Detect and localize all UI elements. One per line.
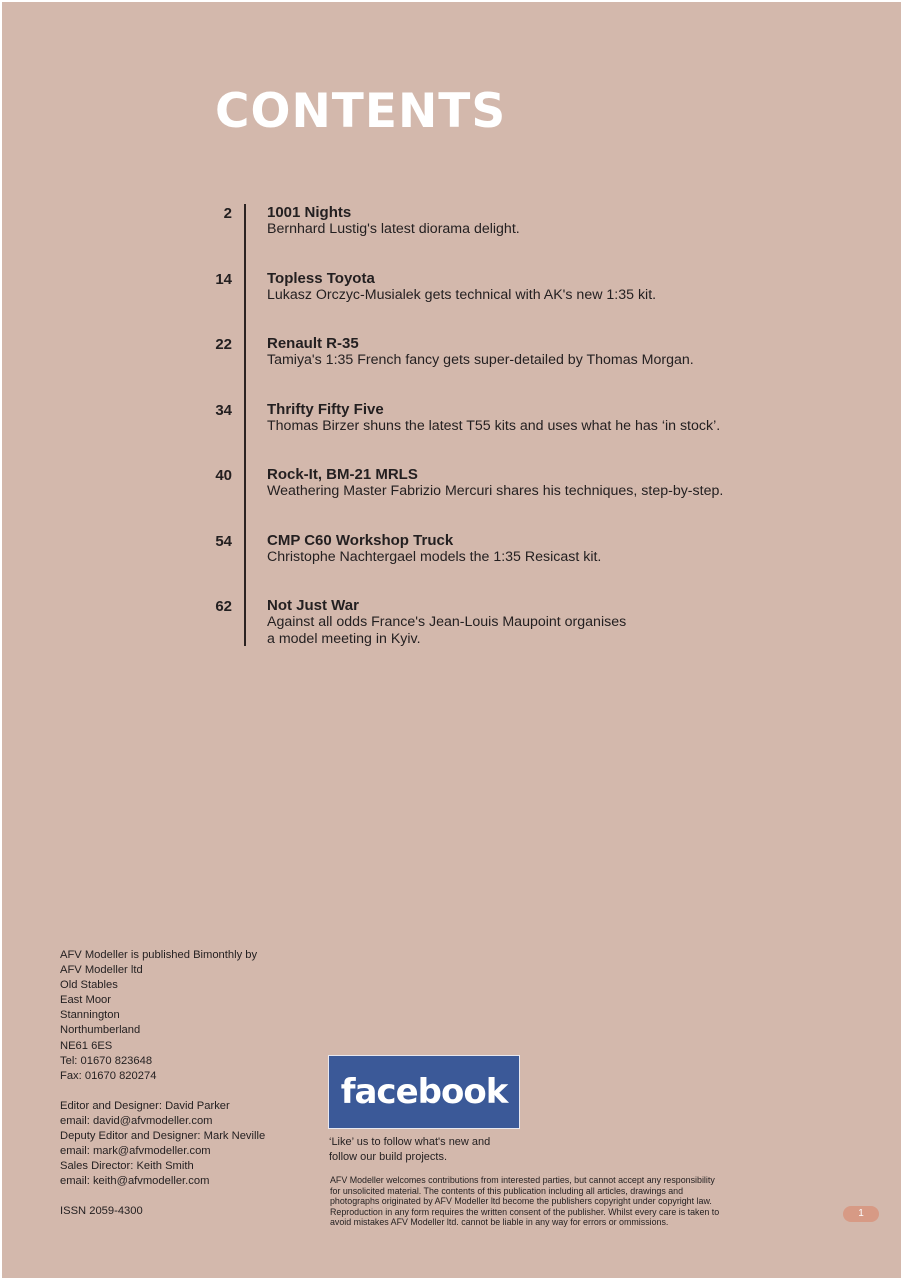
imprint-spacer xyxy=(60,1084,320,1099)
facebook-logo-box[interactable] xyxy=(328,1055,520,1129)
entry-description: Christophe Nachtergael models the 1:35 Resicast kit. xyxy=(267,548,602,565)
entry-title: Thrifty Fifty Five xyxy=(267,400,384,418)
entry-page-number: 40 xyxy=(215,467,232,484)
disclaimer-line: Reproduction in any form requires the written consent of the publisher. Whilst every care is taken to xyxy=(330,1206,720,1217)
contents-entry[interactable] xyxy=(192,597,832,663)
entry-description: Lukasz Orczyc-Musialek gets technical with AK's new 1:35 kit. xyxy=(267,286,657,303)
staff-email: email: mark@afvmodeller.com xyxy=(60,1145,211,1158)
entry-page-number: 62 xyxy=(215,598,232,615)
staff-line: Deputy Editor and Designer: Mark Neville xyxy=(60,1130,266,1143)
entry-title: Topless Toyota xyxy=(267,269,375,287)
contents-entry[interactable] xyxy=(192,204,832,270)
contents-list xyxy=(192,204,832,663)
entry-page-number: 14 xyxy=(215,270,232,288)
contents-entry[interactable] xyxy=(192,532,832,598)
entry-description: Bernhard Lustig's latest diorama delight. xyxy=(267,221,520,237)
facebook-caption xyxy=(329,1135,529,1165)
disclaimer-line: photographs originated by AFV Modeller ltd become the publishers copyright under copyright law. xyxy=(330,1196,712,1207)
imprint-line: NE61 6ES xyxy=(60,1039,113,1052)
imprint-spacer xyxy=(60,1189,320,1204)
entry-description-line: a model meeting in Kyiv. xyxy=(267,630,421,647)
entry-title: CMP C60 Workshop Truck xyxy=(267,531,454,549)
entry-title: Not Just War xyxy=(267,597,359,614)
facebook-caption-line: ‘Like’ us to follow what's new and xyxy=(329,1136,491,1148)
entry-description-line: Against all odds France's Jean-Louis Maupoint organises xyxy=(267,614,627,630)
entry-description: Thomas Birzer shuns the latest T55 kits and uses what he has ‘in stock’. xyxy=(267,417,721,434)
entry-title: 1001 Nights xyxy=(267,204,352,221)
imprint-line: AFV Modeller ltd xyxy=(60,964,143,977)
entry-title: Renault R-35 xyxy=(267,335,359,352)
imprint-phone: Tel: 01670 823648 xyxy=(60,1054,153,1067)
issn-number: ISSN 2059-4300 xyxy=(60,1205,143,1218)
legal-disclaimer xyxy=(330,1175,815,1228)
entry-page-number: 2 xyxy=(223,205,232,222)
imprint-fax: Fax: 01670 820274 xyxy=(60,1069,157,1082)
imprint-line: AFV Modeller is published Bimonthly by xyxy=(60,949,258,961)
facebook-caption-line: follow our build projects. xyxy=(329,1151,448,1163)
contents-entry[interactable] xyxy=(192,335,832,401)
entry-description: Weathering Master Fabrizio Mercuri shares his techniques, step-by-step. xyxy=(267,483,724,499)
magazine-page xyxy=(2,2,901,1278)
entry-description xyxy=(267,614,827,647)
publisher-imprint xyxy=(60,948,320,1220)
entry-page-number: 34 xyxy=(215,401,232,419)
imprint-line: Old Stables xyxy=(60,979,118,992)
staff-line: Editor and Designer: David Parker xyxy=(60,1099,230,1112)
contents-entry[interactable] xyxy=(192,466,832,532)
entry-description: Tamiya's 1:35 French fancy gets super-detailed by Thomas Morgan. xyxy=(267,352,694,368)
disclaimer-line: AFV Modeller welcomes contributions from interested parties, but cannot accept any responsibility xyxy=(330,1175,715,1185)
page-title: CONTENTS xyxy=(215,84,507,139)
entry-page-number: 54 xyxy=(215,532,232,550)
disclaimer-line: for unsolicited material. The contents of this publication including all articles, drawings and xyxy=(330,1185,684,1196)
disclaimer-line: avoid mistakes AFV Modeller ltd. cannot be liable in any way for errors or ommissions. xyxy=(330,1217,669,1228)
staff-email: email: david@afvmodeller.com xyxy=(60,1114,213,1127)
imprint-line: Northumberland xyxy=(60,1024,141,1037)
imprint-line: Stannington xyxy=(60,1009,120,1022)
entry-title: Rock-It, BM-21 MRLS xyxy=(267,466,418,483)
page-number-badge: 1 xyxy=(843,1206,879,1222)
imprint-line: East Moor xyxy=(60,994,111,1007)
staff-email: email: keith@afvmodeller.com xyxy=(60,1175,210,1188)
staff-line: Sales Director: Keith Smith xyxy=(60,1160,194,1173)
contents-entry[interactable] xyxy=(192,270,832,336)
entry-page-number: 22 xyxy=(215,336,232,353)
contents-entry[interactable] xyxy=(192,401,832,467)
facebook-logo: facebook xyxy=(340,1072,508,1112)
